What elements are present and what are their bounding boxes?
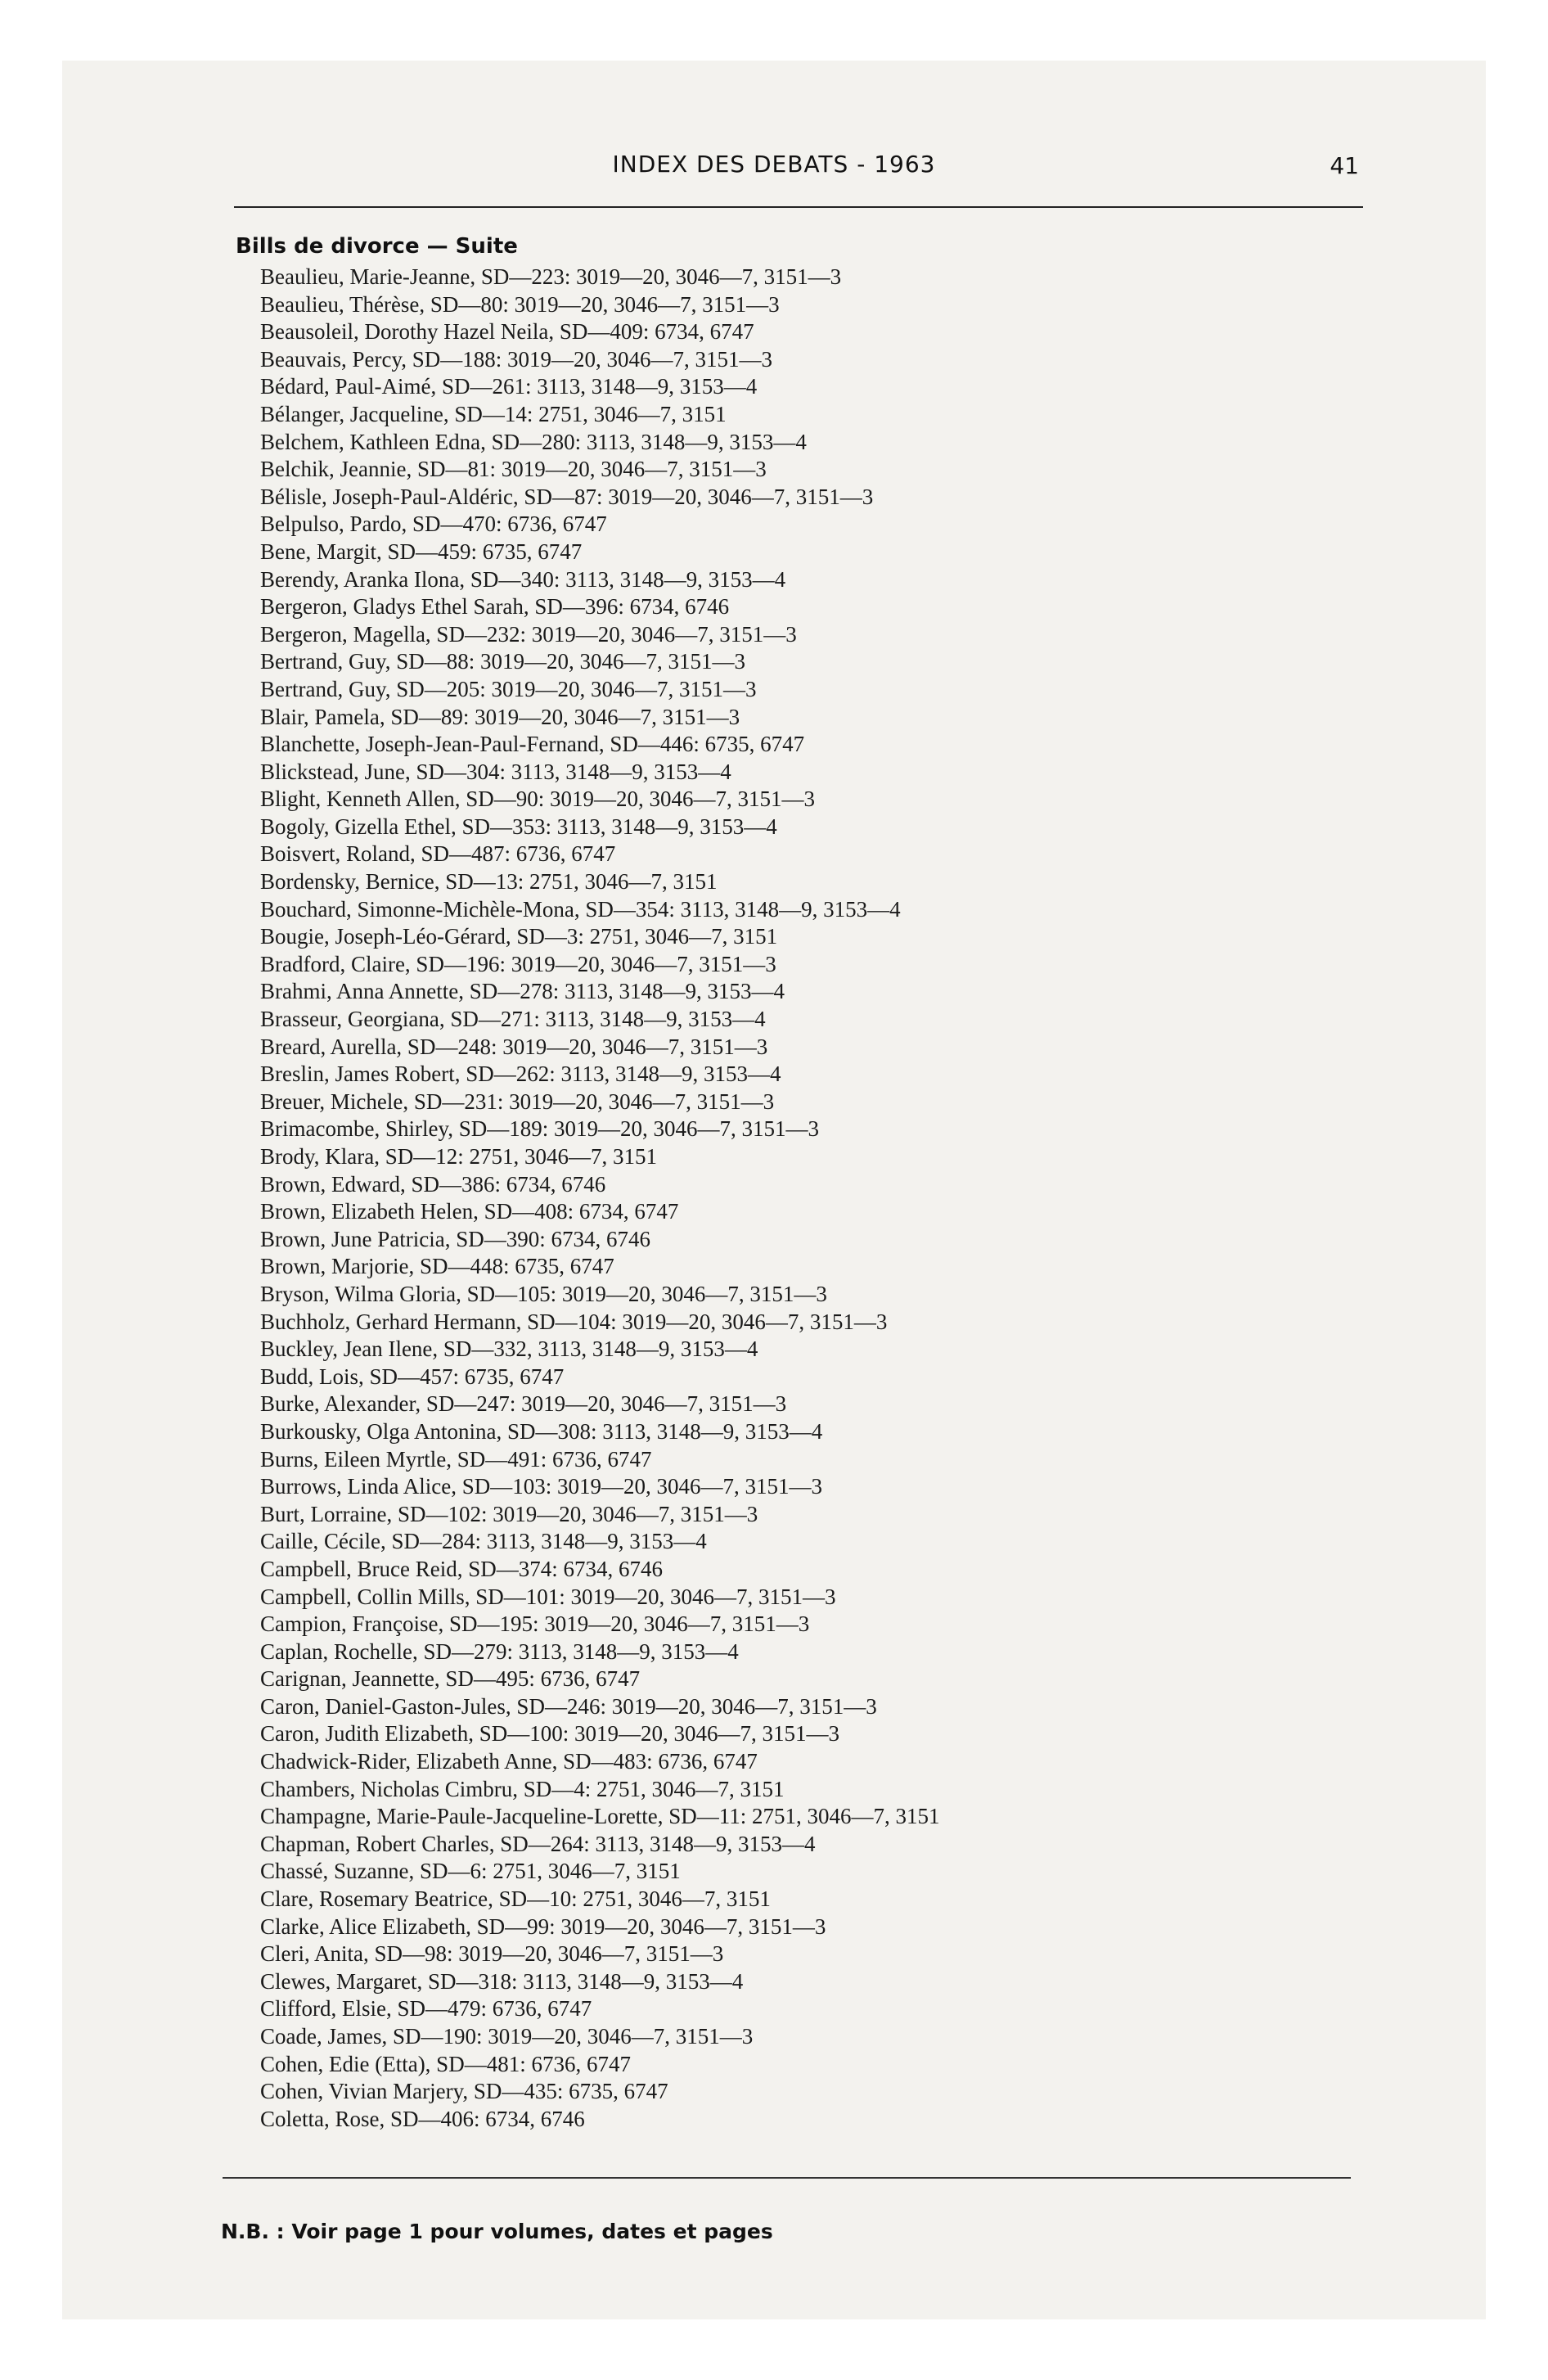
index-entry: Bouchard, Simonne-Michèle-Mona, SD—354: 3113, 3148—9, 3153—4	[260, 896, 901, 922]
index-entry: Chapman, Robert Charles, SD—264: 3113, 3148—9, 3153—4	[260, 1831, 816, 1856]
index-entry: Burt, Lorraine, SD—102: 3019—20, 3046—7, 3151—3	[260, 1501, 758, 1526]
index-entry: Bergeron, Magella, SD—232: 3019—20, 3046—7, 3151—3	[260, 621, 797, 647]
index-entry: Bene, Margit, SD—459: 6735, 6747	[260, 539, 583, 564]
index-entry: Belchik, Jeannie, SD—81: 3019—20, 3046—7, 3151—3	[260, 457, 767, 482]
page-number: 41	[1330, 152, 1359, 179]
index-entry: Buckley, Jean Ilene, SD—332, 3113, 3148—9, 3153—4	[260, 1336, 758, 1362]
index-entry: Brasseur, Georgiana, SD—271: 3113, 3148—9, 3153—4	[260, 1007, 766, 1032]
index-entry-list	[260, 264, 940, 2133]
index-entry: Beaulieu, Marie-Jeanne, SD—223: 3019—20, 3046—7, 3151—3	[260, 264, 842, 289]
index-entry: Buchholz, Gerhard Hermann, SD—104: 3019—20, 3046—7, 3151—3	[260, 1309, 888, 1334]
footer-divider	[223, 2177, 1351, 2179]
index-entry: Blanchette, Joseph-Jean-Paul-Fernand, SD—446: 6735, 6747	[260, 732, 805, 757]
index-entry: Burke, Alexander, SD—247: 3019—20, 3046—7, 3151—3	[260, 1391, 787, 1417]
index-entry: Bougie, Joseph-Léo-Gérard, SD—3: 2751, 3046—7, 3151	[260, 924, 778, 949]
page-title: INDEX DES DEBATS - 1963	[612, 151, 936, 178]
index-entry: Berendy, Aranka Ilona, SD—340: 3113, 3148—9, 3153—4	[260, 566, 786, 592]
header-divider	[234, 206, 1363, 208]
index-entry: Campion, Françoise, SD—195: 3019—20, 3046—7, 3151—3	[260, 1611, 810, 1637]
index-entry: Brimacombe, Shirley, SD—189: 3019—20, 3046—7, 3151—3	[260, 1116, 819, 1142]
index-entry: Beauvais, Percy, SD—188: 3019—20, 3046—7, 3151—3	[260, 346, 772, 372]
index-entry: Brody, Klara, SD—12: 2751, 3046—7, 3151	[260, 1144, 657, 1169]
index-entry: Caplan, Rochelle, SD—279: 3113, 3148—9, 3153—4	[260, 1639, 739, 1664]
index-entry: Clewes, Margaret, SD—318: 3113, 3148—9, 3153—4	[260, 1968, 744, 1994]
index-entry: Bertrand, Guy, SD—205: 3019—20, 3046—7, 3151—3	[260, 676, 757, 701]
index-entry: Clifford, Elsie, SD—479: 6736, 6747	[260, 1996, 592, 2022]
index-entry: Campbell, Bruce Reid, SD—374: 6734, 6746	[260, 1556, 663, 1581]
index-entry: Bradford, Claire, SD—196: 3019—20, 3046—7, 3151—3	[260, 951, 776, 976]
index-entry: Cleri, Anita, SD—98: 3019—20, 3046—7, 3151—3	[260, 1941, 724, 1967]
index-entry: Caille, Cécile, SD—284: 3113, 3148—9, 3153—4	[260, 1529, 707, 1554]
index-entry: Clare, Rosemary Beatrice, SD—10: 2751, 3046—7, 3151	[260, 1886, 771, 1912]
index-entry: Blickstead, June, SD—304: 3113, 3148—9, 3153—4	[260, 759, 731, 784]
index-entry: Blight, Kenneth Allen, SD—90: 3019—20, 3046—7, 3151—3	[260, 787, 815, 812]
index-entry: Budd, Lois, SD—457: 6735, 6747	[260, 1364, 565, 1389]
index-entry: Bergeron, Gladys Ethel Sarah, SD—396: 6734, 6746	[260, 594, 730, 620]
index-entry: Brown, Edward, SD—386: 6734, 6746	[260, 1171, 606, 1197]
index-entry: Cohen, Edie (Etta), SD—481: 6736, 6747	[260, 2051, 631, 2076]
index-entry: Brown, June Patricia, SD—390: 6734, 6746	[260, 1226, 650, 1251]
index-entry: Champagne, Marie-Paule-Jacqueline-Lorette, SD—11: 2751, 3046—7, 3151	[260, 1804, 940, 1829]
index-entry: Brahmi, Anna Annette, SD—278: 3113, 3148—9, 3153—4	[260, 979, 785, 1004]
index-entry: Belchem, Kathleen Edna, SD—280: 3113, 3148—9, 3153—4	[260, 429, 807, 454]
section-heading: Bills de divorce — Suite	[236, 234, 518, 259]
index-entry: Breuer, Michele, SD—231: 3019—20, 3046—7, 3151—3	[260, 1089, 775, 1114]
index-entry: Chadwick-Rider, Elizabeth Anne, SD—483: 6736, 6747	[260, 1749, 758, 1774]
index-entry: Boisvert, Roland, SD—487: 6736, 6747	[260, 841, 616, 867]
index-entry: Coletta, Rose, SD—406: 6734, 6746	[260, 2106, 585, 2131]
index-entry: Campbell, Collin Mills, SD—101: 3019—20, 3046—7, 3151—3	[260, 1584, 836, 1609]
index-entry: Beausoleil, Dorothy Hazel Neila, SD—409: 6734, 6747	[260, 319, 754, 345]
index-entry: Burrows, Linda Alice, SD—103: 3019—20, 3046—7, 3151—3	[260, 1474, 822, 1499]
index-entry: Belpulso, Pardo, SD—470: 6736, 6747	[260, 512, 607, 537]
index-entry: Bédard, Paul-Aimé, SD—261: 3113, 3148—9, 3153—4	[260, 374, 758, 399]
index-entry: Breslin, James Robert, SD—262: 3113, 3148—9, 3153—4	[260, 1062, 781, 1087]
index-entry: Coade, James, SD—190: 3019—20, 3046—7, 3151—3	[260, 2024, 754, 2049]
index-entry: Bordensky, Bernice, SD—13: 2751, 3046—7, 3151	[260, 869, 718, 895]
index-entry: Caron, Judith Elizabeth, SD—100: 3019—20, 3046—7, 3151—3	[260, 1721, 839, 1747]
index-entry: Brown, Elizabeth Helen, SD—408: 6734, 6747	[260, 1199, 679, 1224]
index-entry: Carignan, Jeannette, SD—495: 6736, 6747	[260, 1666, 641, 1692]
index-entry: Bertrand, Guy, SD—88: 3019—20, 3046—7, 3151—3	[260, 649, 745, 674]
index-entry: Bélanger, Jacqueline, SD—14: 2751, 3046—7, 3151	[260, 401, 727, 426]
index-entry: Chambers, Nicholas Cimbru, SD—4: 2751, 3046—7, 3151	[260, 1776, 785, 1801]
index-entry: Bélisle, Joseph-Paul-Aldéric, SD—87: 3019—20, 3046—7, 3151—3	[260, 484, 874, 509]
index-entry: Brown, Marjorie, SD—448: 6735, 6747	[260, 1254, 614, 1279]
index-entry: Bogoly, Gizella Ethel, SD—353: 3113, 3148—9, 3153—4	[260, 814, 777, 839]
index-entry: Caron, Daniel-Gaston-Jules, SD—246: 3019—20, 3046—7, 3151—3	[260, 1693, 877, 1719]
index-entry: Blair, Pamela, SD—89: 3019—20, 3046—7, 3151—3	[260, 704, 740, 729]
index-entry: Burkousky, Olga Antonina, SD—308: 3113, 3148—9, 3153—4	[260, 1418, 823, 1444]
index-entry: Bryson, Wilma Gloria, SD—105: 3019—20, 3046—7, 3151—3	[260, 1281, 827, 1306]
index-entry: Clarke, Alice Elizabeth, SD—99: 3019—20, 3046—7, 3151—3	[260, 1913, 826, 1939]
index-entry: Chassé, Suzanne, SD—6: 2751, 3046—7, 3151	[260, 1859, 681, 1884]
index-entry: Cohen, Vivian Marjery, SD—435: 6735, 6747	[260, 2079, 668, 2104]
footnote: N.B. : Voir page 1 pour volumes, dates et pages	[221, 2220, 773, 2243]
index-entry: Beaulieu, Thérèse, SD—80: 3019—20, 3046—7, 3151—3	[260, 291, 780, 317]
index-entry: Burns, Eileen Myrtle, SD—491: 6736, 6747	[260, 1446, 652, 1472]
index-page	[62, 61, 1486, 2319]
index-entry: Breard, Aurella, SD—248: 3019—20, 3046—7, 3151—3	[260, 1034, 768, 1059]
